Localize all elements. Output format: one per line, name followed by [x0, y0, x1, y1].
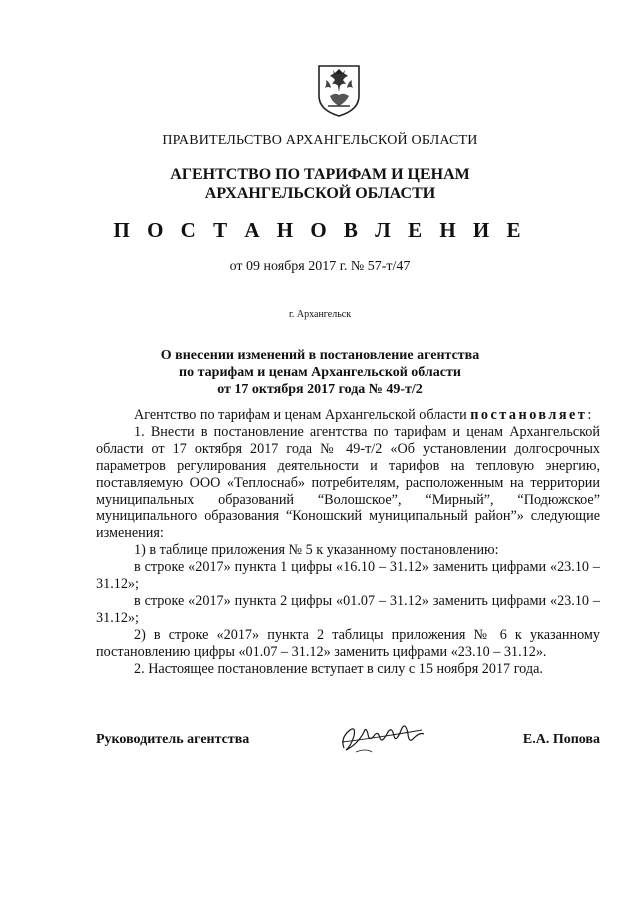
signatory-position: Руководитель агентства	[96, 732, 250, 747]
subject-line2: по тарифам и ценам Архангельской области	[179, 365, 461, 380]
body-paragraph-1: 1. Внести в постановление агентства по тарифам и ценам Архангельской области от 17 октября 2017 года № 49-т/2 «Об установлении долгосрочных параметров регулирования деятельности и тарифов на тепловую энергию, поставляемую ООО «Теплоснаб» потребителям, расположенным на территории муниципальных образований “Волошское”, “Мирный”, “Подюжское” муниципального образования “Коношский муниципальный район”» следующие изменения:	[96, 423, 600, 542]
agency-name-line2: АРХАНГЕЛЬСКОЙ ОБЛАСТИ	[204, 185, 436, 202]
subject-line3: от 17 октября 2017 года № 49-т/2	[217, 382, 423, 397]
government-name: ПРАВИТЕЛЬСТВО АРХАНГЕЛЬСКОЙ ОБЛАСТИ	[162, 133, 478, 148]
document-date-number: от 09 ноября 2017 г. № 57-т/47	[229, 259, 411, 274]
signatory-name: Е.А. Попова	[522, 732, 600, 747]
document-body	[96, 407, 600, 678]
subject-line1: О внесении изменений в постановление агентства	[160, 348, 480, 363]
coat-of-arms-icon	[316, 62, 362, 118]
intro-text: Агентство по тарифам и ценам Архангельской области	[134, 407, 471, 423]
document-city: г. Архангельск	[288, 309, 352, 320]
document-type-title: П О С Т А Н О В Л Е Н И Е	[113, 218, 527, 242]
agency-name	[0, 165, 640, 203]
body-paragraph-3: в строке «2017» пункта 1 цифры «16.10 – 31.12» заменить цифрами «23.10 – 31.12»;	[96, 559, 600, 593]
intro-colon: :	[587, 407, 592, 423]
agency-name-line1: АГЕНТСТВО ПО ТАРИФАМ И ЦЕНАМ	[170, 166, 470, 183]
body-paragraph-intro	[96, 407, 600, 424]
document-subject	[0, 347, 640, 398]
body-paragraph-4: в строке «2017» пункта 2 цифры «01.07 – 31.12» заменить цифрами «23.10 – 31.12»;	[96, 592, 600, 626]
body-paragraph-6: 2. Настоящее постановление вступает в силу с 15 ноября 2017 года.	[134, 660, 543, 677]
handwritten-signature	[336, 718, 428, 758]
body-paragraph-5: 2) в строке «2017» пункта 2 таблицы приложения № 6 к указанному постановлению цифры «01.07 – 31.12» заменить цифрами «23.10 – 31.12».	[96, 626, 600, 660]
body-paragraph-2: 1) в таблице приложения № 5 к указанному постановлению:	[134, 542, 499, 559]
resolves-word: постановляет	[470, 407, 588, 423]
